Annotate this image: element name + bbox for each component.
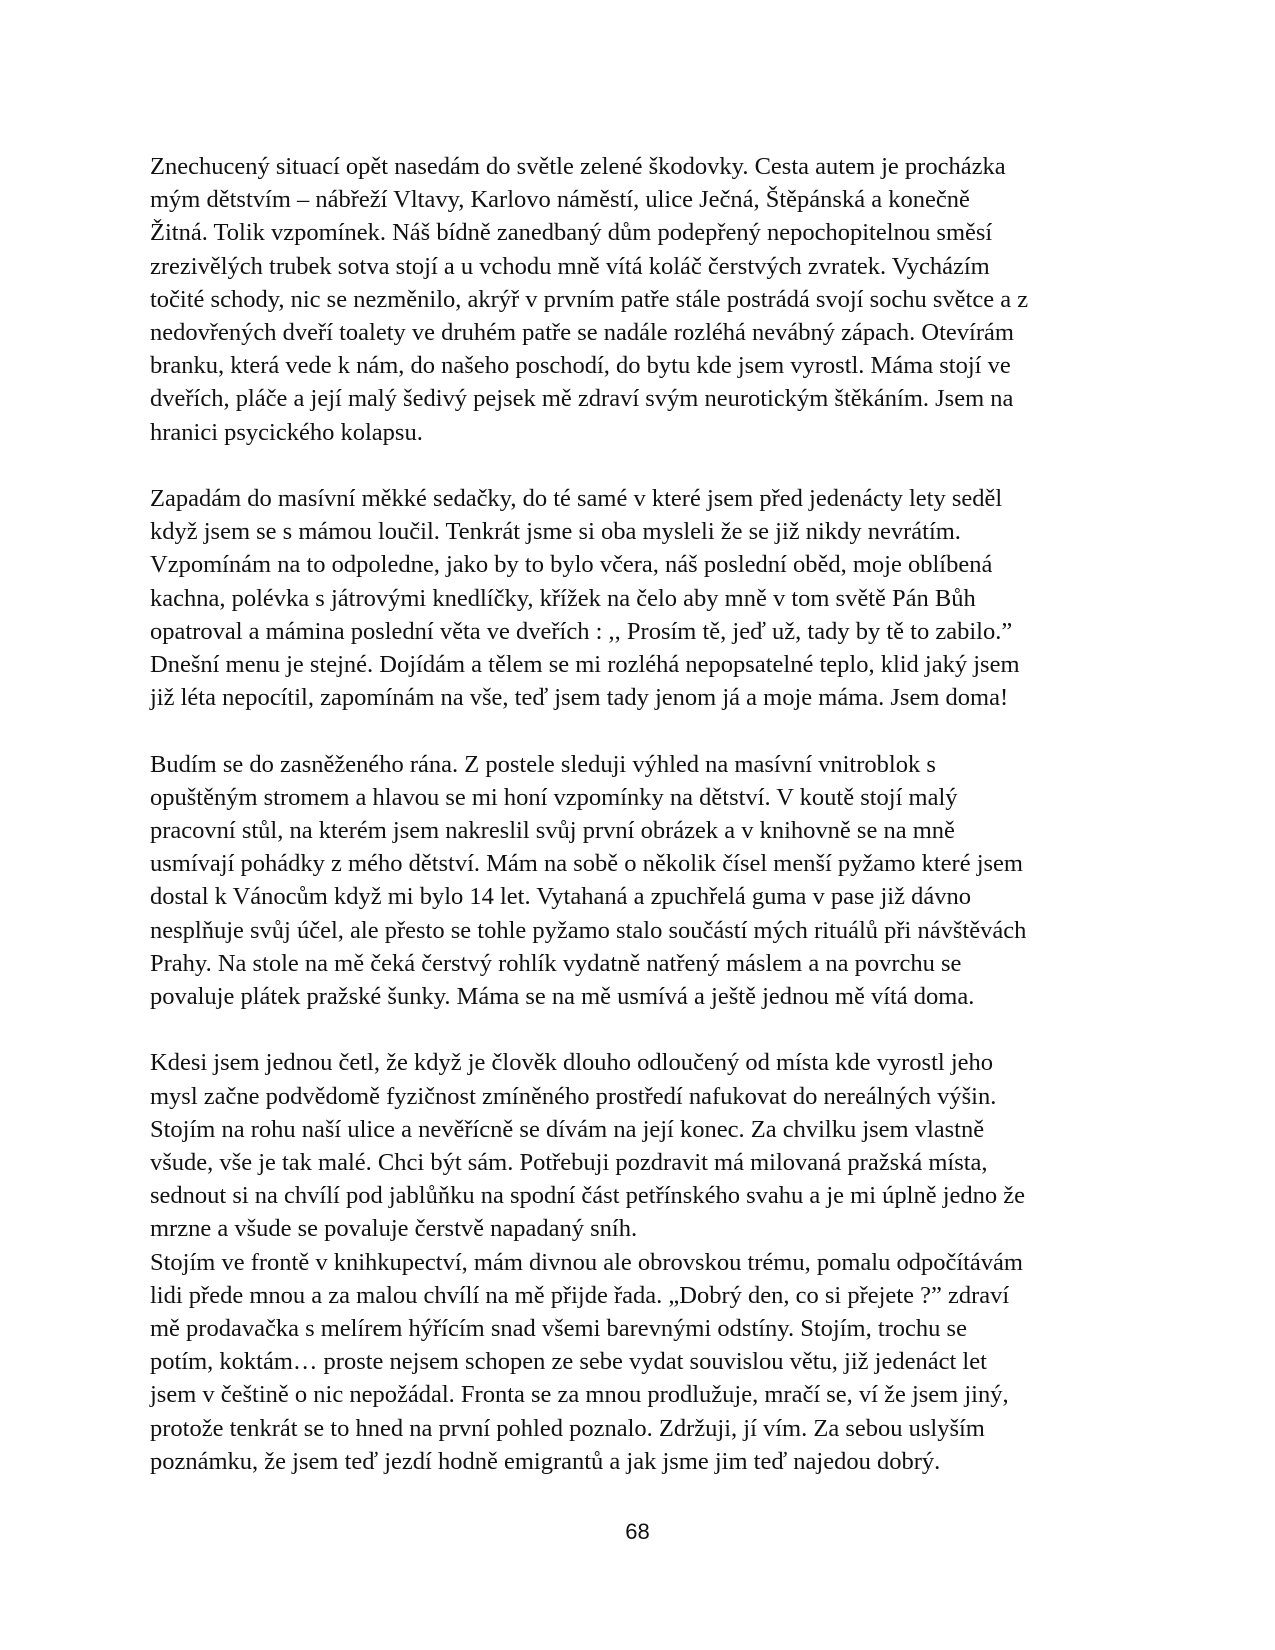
- text-line: kachna, polévka s játrovými knedlíčky, křížek na čelo aby mně v tom světě Pán Bůh: [150, 584, 976, 612]
- paragraph-1: [150, 150, 1125, 449]
- text-line: potím, koktám… proste nejsem schopen ze sebe vydat souvislou větu, již jedenáct let: [150, 1348, 987, 1376]
- text-line: Zapadám do masívní měkké sedačky, do té samé v které jsem před jedenácty lety seděl: [150, 485, 1003, 513]
- text-line: povaluje plátek pražské šunky. Máma se na mě usmívá a ještě jednou mě vítá doma.: [150, 983, 975, 1011]
- text-line: Dnešní menu je stejné. Dojídám a tělem se mi rozléhá nepopsatelné teplo, klid jaký jsem: [150, 651, 1020, 679]
- text-line: nedovřených dveří toalety ve druhém patře se nadále rozléhá nevábný zápach. Otevírám: [150, 319, 1014, 347]
- text-line: Prahy. Na stole na mě čeká čerstvý rohlík vydatně natřený máslem a na povrchu se: [150, 949, 962, 977]
- text-line: když jsem se s mámou loučil. Tenkrát jsme si oba mysleli že se již nikdy nevrátím.: [150, 518, 961, 546]
- text-line: poznámku, že jsem teď jezdí hodně emigrantů a jak jsme jim teď najedou dobrý.: [150, 1447, 941, 1475]
- text-line: mě prodavačka s melírem hýřícím snad všemi barevnými odstíny. Stojím, trochu se: [150, 1315, 967, 1343]
- text-line: jsem v češtině o nic nepožádal. Fronta se za mnou prodlužuje, mračí se, ví že jsem jiný,: [150, 1381, 1009, 1409]
- text-line: točité schody, nic se nezměnilo, akrýř v prvním patře stále postrádá svojí sochu světce a z: [150, 285, 1029, 313]
- text-line: pracovní stůl, na kterém jsem nakreslil svůj první obrázek a v knihovně se na mně: [150, 817, 955, 845]
- paragraph-4: [150, 1046, 1125, 1245]
- text-line: dostal k Vánocům když mi bylo 14 let. Vytahaná a zpuchřelá guma v pase již dávno: [150, 883, 971, 911]
- text-line: hranici psycického kolapsu.: [150, 418, 423, 446]
- paragraph-2: [150, 482, 1125, 714]
- body-text: [150, 150, 1125, 1478]
- text-line: lidi přede mnou a za malou chvílí na mě přijde řada. „Dobrý den, co si přejete ?” zdraví: [150, 1281, 1010, 1309]
- text-line: mrzne a všude se povaluje čerstvě napadaný sníh.: [150, 1215, 638, 1243]
- text-line: protože tenkrát se to hned na první pohled poznalo. Zdržuji, jí vím. Za sebou uslyším: [150, 1414, 985, 1442]
- text-line: mysl začne podvědomě fyzičnost zmíněného prostředí nafukovat do nereálných výšin.: [150, 1082, 997, 1110]
- text-line: Žitná. Tolik vzpomínek. Náš bídně zanedbaný dům podepřený nepochopitelnou směsí: [150, 219, 993, 247]
- text-line: Kdesi jsem jednou četl, že když je člověk dlouho odloučený od místa kde vyrostl jeho: [150, 1049, 994, 1077]
- paragraph-5: [150, 1246, 1125, 1478]
- text-line: branku, která vede k nám, do našeho poschodí, do bytu kde jsem vyrostl. Máma stojí ve: [150, 352, 1011, 380]
- paragraph-3: [150, 748, 1125, 1014]
- text-line: mým dětstvím – nábřeží Vltavy, Karlovo náměstí, ulice Ječná, Štěpánská a konečně: [150, 186, 970, 214]
- text-line: Stojím na rohu naší ulice a nevěřícně se dívám na její konec. Za chvilku jsem vlastně: [150, 1115, 985, 1143]
- text-line: opatroval a mámina poslední věta ve dveřích : ,, Prosím tě, jeď už, tady by tě to zabilo.”: [150, 617, 1013, 645]
- text-line: nesplňuje svůj účel, ale přesto se tohle pyžamo stalo součástí mých rituálů při návštěvách: [150, 916, 1027, 944]
- text-line: dveřích, pláče a její malý šedivý pejsek mě zdraví svým neurotickým štěkáním. Jsem na: [150, 385, 1014, 413]
- text-line: Znechucený situací opět nasedám do světle zelené škodovky. Cesta autem je procházka: [150, 153, 1006, 180]
- page-number: 68: [625, 1519, 650, 1544]
- text-line: Stojím ve frontě v knihkupectví, mám divnou ale obrovskou trému, pomalu odpočítávám: [150, 1248, 1023, 1276]
- text-line: Budím se do zasněženého rána. Z postele sleduji výhled na masívní vnitroblok s: [150, 750, 936, 778]
- text-line: zrezivělých trubek sotva stojí a u vchodu mně vítá koláč čerstvých zvratek. Vycházím: [150, 252, 990, 280]
- text-line: všude, vše je tak malé. Chci být sám. Potřebuji pozdravit má milovaná pražská místa,: [150, 1149, 988, 1177]
- text-line: opuštěným stromem a hlavou se mi honí vzpomínky na dětství. V koutě stojí malý: [150, 783, 958, 811]
- text-line: sednout si na chvílí pod jablůňku na spodní část petřínského svahu a je mi úplně jedno že: [150, 1182, 1026, 1210]
- text-line: usmívají pohádky z mého dětství. Mám na sobě o několik čísel menší pyžamo které jsem: [150, 850, 1023, 878]
- text-line: již léta nepocítil, zapomínám na vše, teď jsem tady jenom já a moje máma. Jsem doma!: [150, 684, 1009, 712]
- text-line: Vzpomínám na to odpoledne, jako by to bylo včera, náš poslední oběd, moje oblíbená: [150, 551, 993, 579]
